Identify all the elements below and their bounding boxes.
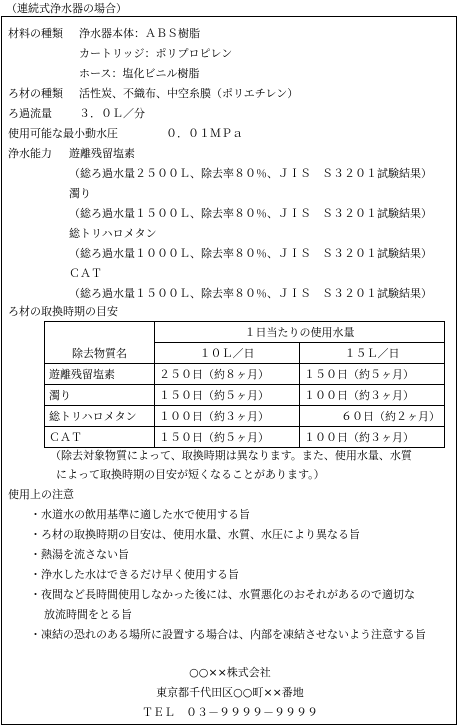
flow-rate-label: ろ過流量	[8, 107, 52, 120]
table-cell-15l: １５０日（約５ヶ月）	[300, 364, 445, 385]
capacity-item-detail: （総ろ過水量１５００Ｌ、除去率８０％、ＪＩＳ Ｓ３２０１試験結果）	[69, 287, 432, 300]
caution-item: ・凍結の恐れのある場所に設置する場合は、内部を凍結させないよう注意する旨	[30, 628, 426, 641]
table-header-row	[45, 322, 445, 343]
table-corner-cell	[45, 322, 155, 343]
caution-item-continuation: 放流時間をとる旨	[44, 608, 132, 621]
table-row-header: 除去物質名	[45, 343, 155, 364]
capacity-item-detail: （総ろ過水量１５００Ｌ、除去率８０％、ＪＩＳ Ｓ３２０１試験結果）	[69, 207, 432, 220]
table-cell-15l: ６０日（約２ヶ月）	[300, 406, 445, 427]
capacity-item-name: 総トリハロメタン	[69, 227, 157, 240]
replacement-table	[44, 321, 445, 448]
filter-material-value: 活性炭、不織布、中空糸膜（ポリエチレン）	[79, 87, 299, 100]
table-cell-10l: １５０日（約５ヶ月）	[155, 385, 300, 406]
caution-item: ・熱湯を流さない旨	[30, 548, 129, 561]
caution-item: ・浄水した水はできるだけ早く使用する旨	[30, 568, 239, 581]
caution-item: ・水道水の飲用基準に適した水で使用する旨	[30, 508, 250, 521]
company-address: 東京都千代田区○○町××番地	[156, 686, 304, 699]
filter-material-label: ろ材の種類	[8, 87, 63, 100]
capacity-item-name: 遊離残留塩素	[69, 147, 135, 160]
material-line-2: カートリッジ：ポリプロピレン	[79, 47, 233, 60]
table-header-row	[45, 343, 445, 364]
table-cell-name: 遊離残留塩素	[45, 364, 155, 385]
replacement-note-line: によって取換時期の目安が短くなることがあります。）	[56, 468, 325, 481]
min-pressure-value: ０．０１ＭＰａ	[166, 127, 243, 140]
flow-rate-value: ３．０Ｌ／分	[79, 107, 145, 120]
document-caption: （連続式浄水器の場合）	[6, 2, 127, 15]
replacement-note-line: （除去対象物質によって、取換時期は異なります。また、使用水量、水質	[50, 449, 412, 462]
company-name: ○○××株式会社	[189, 666, 271, 679]
table-cell-name: 濁り	[45, 385, 155, 406]
table-column-header: １０Ｌ／日	[155, 343, 300, 364]
table-row	[45, 427, 445, 448]
table-group-header: １日当たりの使用水量	[155, 322, 445, 343]
table-cell-15l: １００日（約３ヶ月）	[300, 427, 445, 448]
caution-item: ・ろ材の取換時期の目安は、使用水量、水質、水圧により異なる旨	[30, 528, 360, 541]
material-label: 材料の種類	[8, 27, 63, 40]
table-row	[45, 364, 445, 385]
min-pressure-label: 使用可能な最小動水圧	[8, 127, 118, 140]
table-row	[45, 385, 445, 406]
table-cell-name: ＣＡＴ	[45, 427, 155, 448]
company-tel: ＴＥＬ ０３－９９９９－９９９９	[142, 706, 318, 719]
table-cell-15l: １００日（約３ヶ月）	[300, 385, 445, 406]
table-cell-10l: ２５０日（約８ヶ月）	[155, 364, 300, 385]
table-cell-10l: １５０日（約５ヶ月）	[155, 427, 300, 448]
table-column-header: １５Ｌ／日	[300, 343, 445, 364]
material-line-1: 浄水器本体：ＡＢＳ樹脂	[79, 27, 200, 40]
table-row	[45, 406, 445, 427]
capacity-label: 浄水能力	[8, 147, 52, 160]
material-line-3: ホース：塩化ビニル樹脂	[79, 67, 200, 80]
capacity-item-detail: （総ろ過水量２５００Ｌ、除去率８０％、ＪＩＳ Ｓ３２０１試験結果）	[69, 167, 432, 180]
capacity-item-name: ＣＡＴ	[69, 267, 102, 280]
cautions-heading: 使用上の注意	[8, 488, 74, 501]
caution-item: ・夜間など長時間使用しなかった後には、水質悪化のおそれがあるので適切な	[30, 588, 415, 601]
capacity-item-name: 濁り	[69, 187, 91, 200]
table-cell-name: 総トリハロメタン	[45, 406, 155, 427]
table-cell-10l: １００日（約３ヶ月）	[155, 406, 300, 427]
replacement-heading: ろ材の取換時期の目安	[8, 305, 118, 318]
capacity-item-detail: （総ろ過水量１０００Ｌ、除去率８０％、ＪＩＳ Ｓ３２０１試験結果）	[69, 247, 432, 260]
